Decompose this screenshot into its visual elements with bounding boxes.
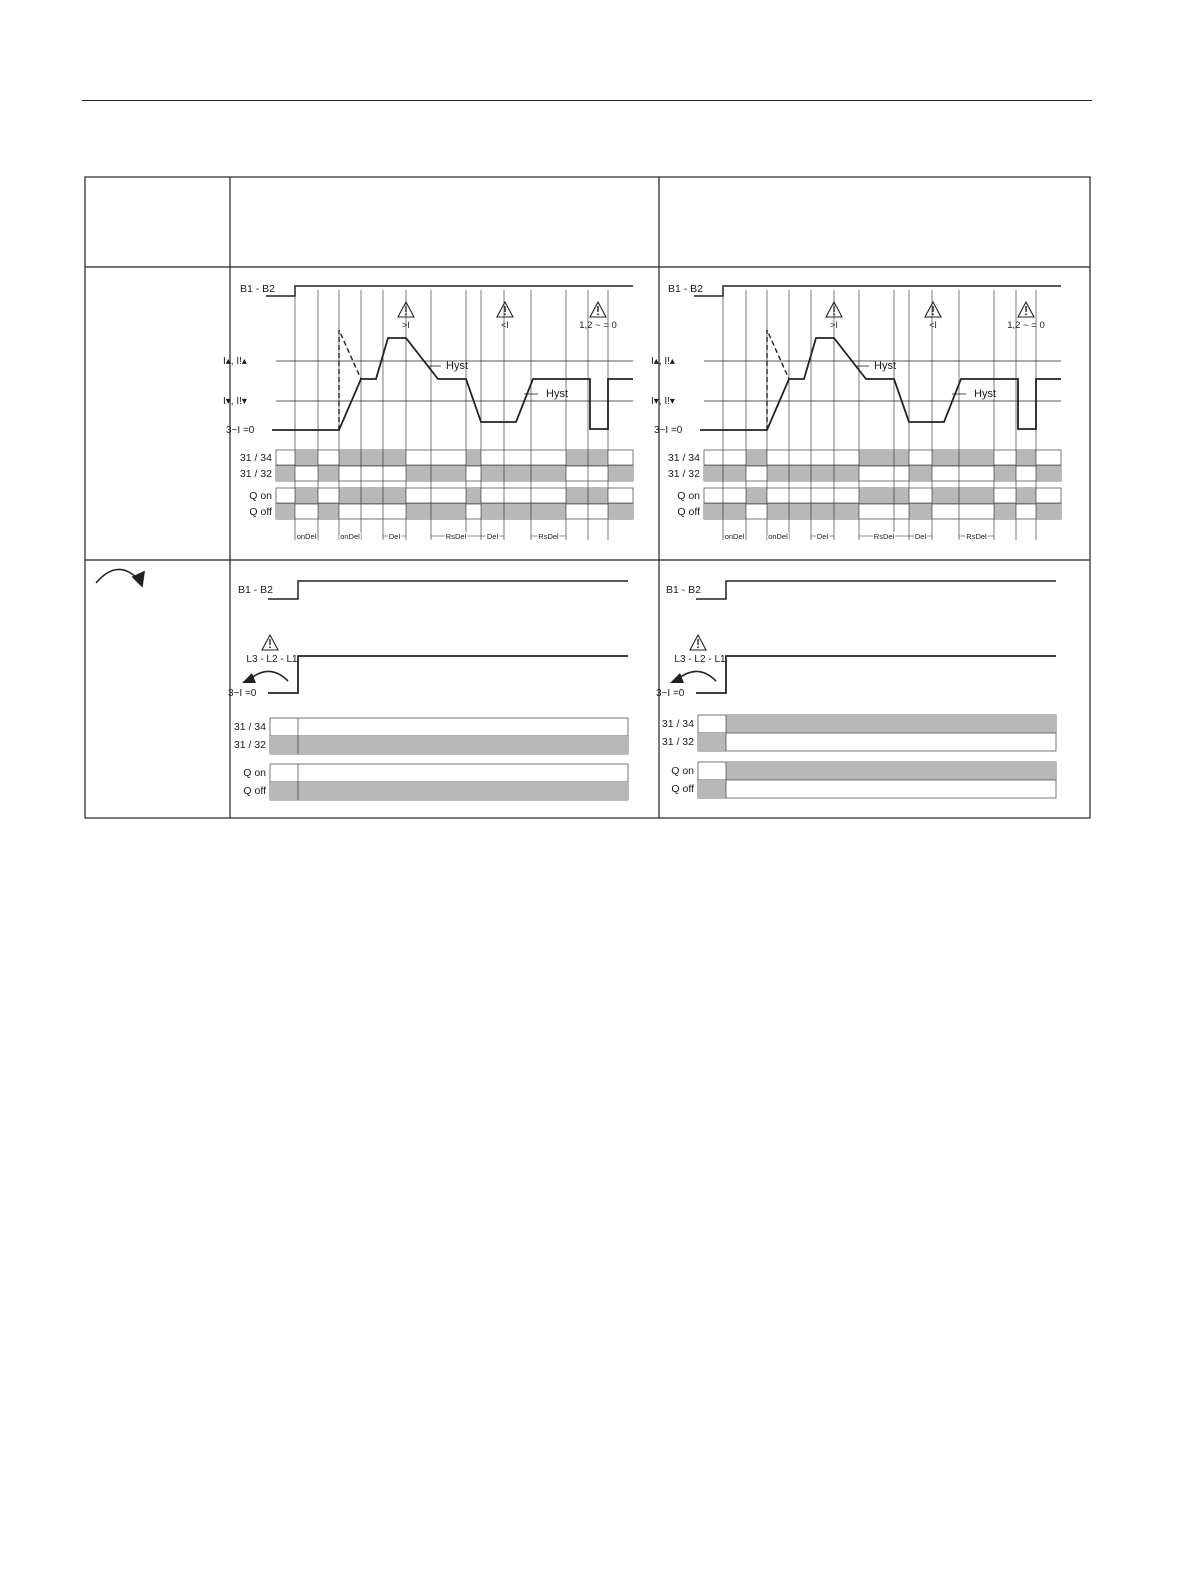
delay-label-onDel: onDel (340, 532, 360, 541)
relay-row-fill (383, 450, 406, 465)
current-estimate-dashed (339, 330, 361, 430)
panel-bottom-right (656, 581, 1056, 798)
warning-dot (504, 313, 506, 315)
zero-current-label: 3~I =0 (226, 425, 255, 436)
relay-row-fill (789, 504, 811, 519)
current-waveform (696, 656, 1056, 693)
delay-label-del: Del (816, 532, 829, 541)
b1b2-signal (696, 581, 1056, 599)
relay-row-label: Q on (677, 490, 700, 502)
relay-row-fill (698, 780, 726, 798)
hyst-label-lower: Hyst (974, 388, 996, 400)
delay-label-del: Del (388, 532, 401, 541)
delay-label-onDel: onDel (724, 532, 745, 541)
relay-row-fill (994, 466, 1016, 481)
zero-current-label: 3~I =0 (654, 425, 683, 436)
relay-row-fill (859, 450, 894, 465)
relay-row-fill (466, 450, 481, 465)
relay-row-fill (531, 466, 566, 481)
warning-icon (690, 635, 706, 650)
relay-row-label: Q off (249, 506, 272, 518)
hyst-label-lower: Hyst (546, 388, 568, 400)
threshold-lower-label: I▾, I!▾ (651, 396, 675, 407)
warning-icon (262, 635, 278, 650)
b1b2-signal (694, 286, 1061, 296)
rotation-arrow-head (670, 673, 684, 683)
relay-row (270, 718, 628, 736)
relay-row-fill (726, 715, 1056, 733)
delay-label-onDel: onDel (296, 532, 317, 541)
hyst-label-upper: Hyst (874, 360, 896, 372)
threshold-upper-label: I▴, I!▴ (223, 356, 247, 367)
relay-row-fill (834, 504, 859, 519)
relay-row-fill (531, 504, 566, 519)
warning-dot (1025, 313, 1027, 315)
relay-row-fill (789, 466, 811, 481)
hyst-label-upper: Hyst (446, 360, 468, 372)
b1b2-label: B1 - B2 (240, 283, 276, 295)
relay-row-fill (431, 466, 466, 481)
zero-current-label: 3~I =0 (656, 688, 685, 699)
phase-sequence-label: L3 - L2 - L1 (246, 654, 298, 665)
relay-row-fill (318, 466, 339, 481)
rotation-arrow-icon (96, 569, 144, 586)
warning-dot (932, 313, 934, 315)
warning-icon (590, 302, 606, 317)
relay-row-label: 31 / 32 (233, 739, 266, 751)
relay-row-fill (704, 466, 723, 481)
relay-row-label: 31 / 32 (239, 468, 272, 480)
warning-dot (597, 313, 599, 315)
relay-row-fill (723, 504, 746, 519)
relay-row-label: 31 / 34 (233, 721, 266, 733)
relay-row-fill (811, 504, 834, 519)
relay-row-fill (406, 466, 431, 481)
relay-row-fill (1016, 450, 1036, 465)
relay-row-fill (608, 466, 633, 481)
threshold-upper-label: I▴, I!▴ (651, 356, 675, 367)
warning-dot (269, 646, 271, 648)
warning-under-label: <I (501, 320, 509, 330)
relay-row-fill (566, 450, 588, 465)
relay-row-fill (746, 488, 767, 503)
relay-row-label: Q off (671, 783, 694, 795)
relay-row-fill (909, 504, 932, 519)
relay-row-fill (383, 488, 406, 503)
relay-row-fill (588, 488, 608, 503)
b1b2-signal (268, 581, 628, 599)
rotation-arrow-icon (250, 671, 288, 681)
relay-row-label: Q on (249, 490, 272, 502)
relay-row-fill (481, 504, 504, 519)
relay-row-fill (295, 488, 318, 503)
relay-row-fill (339, 450, 361, 465)
relay-row-fill (361, 450, 383, 465)
relay-row-fill (339, 488, 361, 503)
current-estimate-dashed (767, 330, 789, 430)
delay-label-rsDel: RsDel (966, 532, 987, 541)
relay-row-fill (704, 504, 723, 519)
relay-row-label: 31 / 32 (661, 736, 694, 748)
relay-row-fill (481, 466, 504, 481)
relay-row-fill (588, 450, 608, 465)
panel-top-left (223, 283, 633, 541)
relay-row-fill (894, 488, 909, 503)
relay-row-fill (276, 466, 295, 481)
relay-row-label: 31 / 34 (667, 452, 700, 464)
warning-icon (497, 302, 513, 317)
warning-under-label: <I (929, 320, 937, 330)
relay-row-fill (909, 466, 932, 481)
relay-row-fill (431, 504, 466, 519)
delay-label-rsDel: RsDel (873, 532, 895, 541)
b1b2-label: B1 - B2 (238, 584, 274, 596)
warning-phase-label: 1,2 ~ = 0 (1007, 320, 1045, 331)
rotation-arrow-head (242, 673, 256, 683)
relay-row-label: Q on (243, 767, 266, 779)
relay-row-fill (466, 488, 481, 503)
b1b2-signal (266, 286, 633, 296)
relay-row-label: Q off (243, 785, 266, 797)
relay-row-fill (767, 466, 789, 481)
current-waveform (272, 338, 633, 430)
relay-row-fill (504, 466, 531, 481)
relay-row-fill (698, 733, 726, 751)
relay-row (698, 733, 1056, 751)
relay-row-fill (270, 782, 298, 800)
relay-row-fill (298, 782, 628, 800)
relay-row-fill (270, 736, 298, 754)
relay-row-fill (1016, 488, 1036, 503)
relay-row-label: 31 / 32 (667, 468, 700, 480)
warning-over-label: >I (402, 320, 410, 330)
current-waveform (700, 338, 1061, 430)
relay-row-fill (994, 504, 1016, 519)
delay-label-rsDel: RsDel (445, 532, 467, 541)
b1b2-label: B1 - B2 (668, 283, 704, 295)
threshold-lower-label: I▾, I!▾ (223, 396, 247, 407)
relay-row-fill (726, 762, 1056, 780)
panel-top-right (651, 283, 1061, 541)
relay-row-fill (608, 504, 633, 519)
relay-row-label: Q on (671, 765, 694, 777)
relay-row (698, 780, 1056, 798)
relay-row-fill (295, 450, 318, 465)
phase-sequence-label: L3 - L2 - L1 (674, 654, 726, 665)
warning-dot (697, 646, 699, 648)
delay-label-rsDel: RsDel (538, 532, 559, 541)
relay-row-fill (834, 466, 859, 481)
relay-row-fill (767, 504, 789, 519)
panel-bottom-left (228, 581, 628, 800)
relay-row-fill (1036, 466, 1061, 481)
relay-row-fill (318, 504, 339, 519)
b1b2-label: B1 - B2 (666, 584, 702, 596)
relay-row-fill (959, 488, 994, 503)
relay-row-fill (1036, 504, 1061, 519)
warning-icon (1018, 302, 1034, 317)
delay-label-del: Del (486, 532, 499, 541)
delay-label-onDel: onDel (768, 532, 788, 541)
relay-row-fill (361, 488, 383, 503)
relay-row-fill (859, 488, 894, 503)
current-waveform (268, 656, 628, 693)
warning-over-label: >I (830, 320, 838, 330)
relay-row-label: 31 / 34 (661, 718, 694, 730)
relay-row-fill (723, 466, 746, 481)
relay-row-fill (746, 450, 767, 465)
relay-row-fill (932, 450, 959, 465)
relay-row-fill (276, 504, 295, 519)
relay-row-fill (504, 504, 531, 519)
relay-row-label: 31 / 34 (239, 452, 272, 464)
relay-row-fill (932, 488, 959, 503)
rotation-arrow-icon (678, 671, 716, 681)
warning-icon (925, 302, 941, 317)
delay-label-del: Del (914, 532, 927, 541)
relay-row-fill (959, 450, 994, 465)
relay-row-label: Q off (677, 506, 700, 518)
relay-row-fill (894, 450, 909, 465)
relay-row-fill (566, 488, 588, 503)
zero-current-label: 3~I =0 (228, 688, 257, 699)
relay-row-fill (406, 504, 431, 519)
relay-row-fill (298, 736, 628, 754)
warning-phase-label: 1,2 ~ = 0 (579, 320, 617, 331)
relay-row-fill (811, 466, 834, 481)
relay-row (270, 764, 628, 782)
